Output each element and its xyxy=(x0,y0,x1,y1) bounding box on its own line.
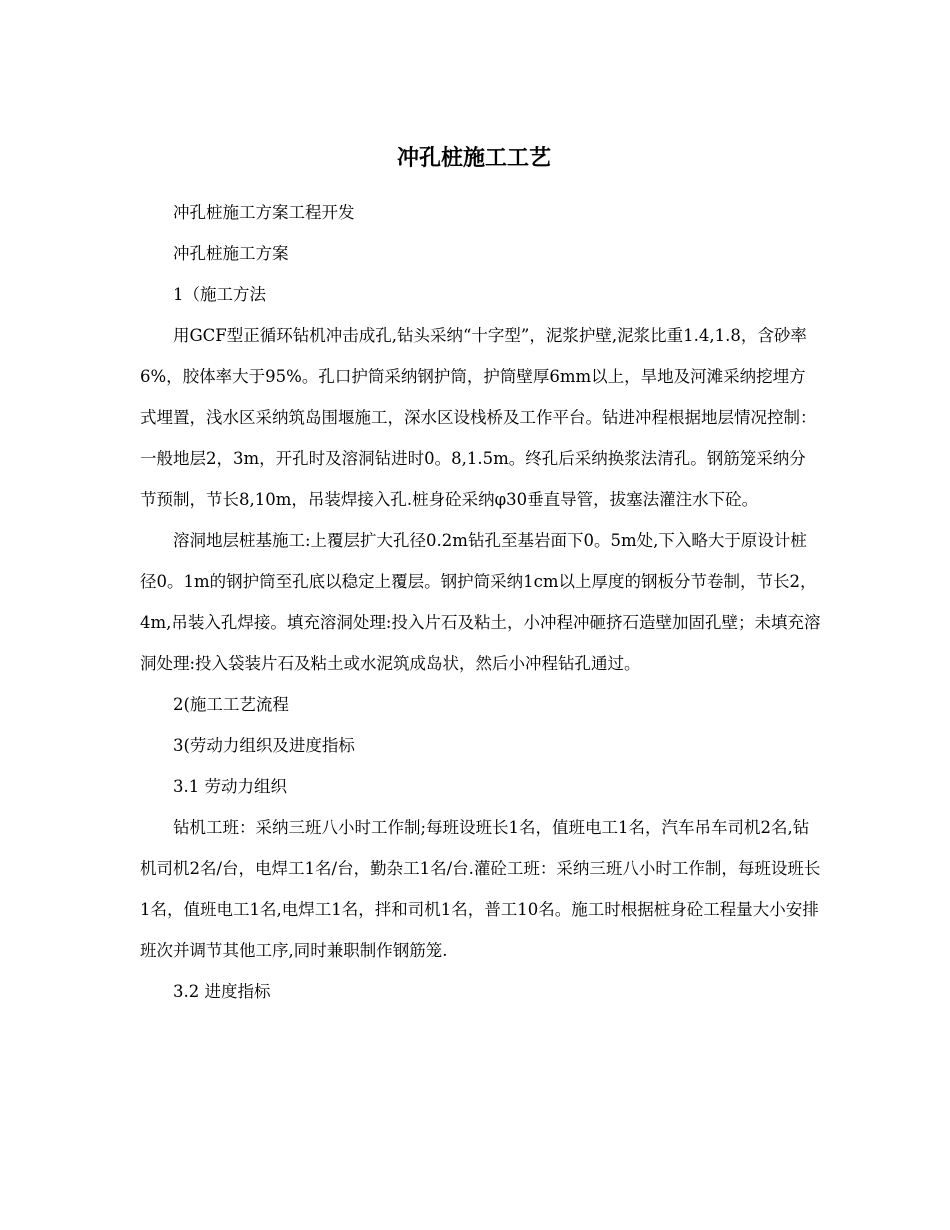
body-paragraph: 3(劳动力组织及进度指标 xyxy=(173,736,355,755)
body-paragraph: 冲孔桩施工方案 xyxy=(173,244,289,263)
document-body xyxy=(140,192,822,1012)
body-paragraph: 3.2 进度指标 xyxy=(173,982,271,1001)
body-paragraph: 2(施工工艺流程 xyxy=(173,695,289,714)
body-paragraph: 溶洞地层桩基施工:上覆层扩大孔径0.2m钻孔至基岩面下0。5m处,下入略大于原设计桩径0。1m的钢护筒至孔底以稳定上覆层。钢护筒采纳1cm以上厚度的钢板分节卷制，节长2，4m,吊装入孔焊接。填充溶洞处理:投入片石及粘土，小冲程冲砸挤石造壁加固孔壁；未填充溶洞处理:投入袋装片石及粘土或水泥筑成岛状，然后小冲程钻孔通过。 xyxy=(140,531,821,673)
body-paragraph: 钻机工班：采纳三班八小时工作制;每班设班长1名，值班电工1名，汽车吊车司机2名,钻机司机2名/台，电焊工1名/台，勤杂工1名/台.灌砼工班：采纳三班八小时工作制，每班设班长1名，值班电工1名,电焊工1名，拌和司机1名，普工10名。施工时根据桩身砼工程量大小安排班次并调节其他工序,同时兼职制作钢筋笼. xyxy=(140,818,821,960)
body-paragraph: 3.1 劳动力组织 xyxy=(173,777,287,796)
document-title: 冲孔桩施工工艺 xyxy=(396,145,551,171)
body-paragraph: 用GCF型正循环钻机冲击成孔,钻头采纳“十字型”，泥浆护壁,泥浆比重1.4,1.8，含砂率6%，胶体率大于95%。孔口护筒采纳钢护筒，护筒壁厚6mm以上，旱地及河滩采纳挖埋方式埋置，浅水区采纳筑岛围堰施工，深水区设栈桥及工作平台。钻进冲程根据地层情况控制：一般地层2，3m，开孔时及溶洞钻进时0。8,1.5m。终孔后采纳换浆法清孔。钢筋笼采纳分节预制，节长8,10m，吊装焊接入孔.桩身砼采纳φ30垂直导管，拔塞法灌注水下砼。 xyxy=(140,326,817,509)
body-paragraph: 1（施工方法 xyxy=(173,285,266,304)
body-paragraph: 冲孔桩施工方案工程开发 xyxy=(173,203,355,222)
